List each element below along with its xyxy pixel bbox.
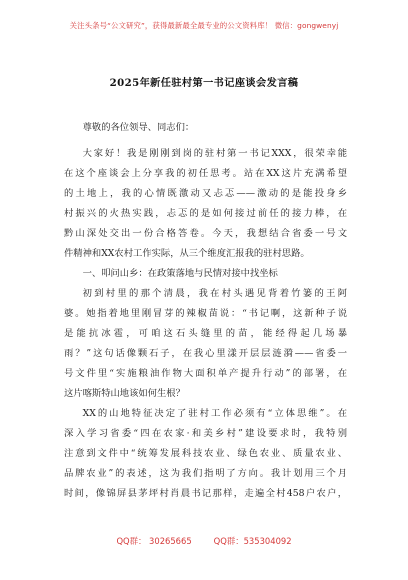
document-title: 2025年新任驻村第一书记座谈会发言稿 — [109, 77, 299, 89]
paragraph-line: XX的山地特征决定了驻村工作必须有“立体思维”。在 — [82, 408, 347, 419]
paragraph-line: 大家好！我是刚刚到岗的驻村第一书记XXX，很荣幸能 — [82, 148, 347, 159]
paragraph-line: 在这个座谈会上分享我的初任思考。站在XX这片充满希望 — [64, 168, 347, 179]
section-heading: 一、叩问山乡：在政策落地与民情对接中找坐标 — [82, 268, 278, 279]
paragraph-line: 初到村里的那个清晨，我在村头遇见背着竹篓的王阿 — [82, 288, 347, 299]
paragraph-line: 的土地上，我的心情既激动又忐忑——激动的是能投身乡 — [64, 188, 347, 199]
promo-banner: 关注头条号“公文研究”，获得最新最全最专业的公文资料库！ 微信：gongwenyj — [69, 21, 339, 30]
paragraph-line: 黔山深处交出一份合格答卷。今天，我想结合省委一号文 — [64, 228, 347, 239]
paragraph-line: 深入学习省委“四在农家·和美乡村”建设要求时，我特别 — [64, 428, 347, 439]
paragraph-line: 婆。她指着地里刚冒芽的辣椒苗说：“书记啊，这新种子说 — [64, 308, 347, 319]
paragraph-line: 这片喀斯特山地该如何生根？ — [64, 388, 185, 399]
paragraph-line: 是能抗冰雹，可咱这石头缝里的苗，能经得起几场暴 — [64, 328, 347, 339]
salutation: 尊敬的各位领导、同志们： — [82, 122, 195, 133]
qq-group-1: QQ群： 30265665 — [116, 536, 192, 546]
paragraph-line: 时间，像锦屏县茅坪村肖晨书记那样，走遍全村458户农户， — [64, 488, 347, 499]
document-body — [64, 118, 347, 504]
paragraph-line: 件精神和XX农村工作实际，从三个维度汇报我的驻村思路。 — [64, 248, 310, 259]
paragraph-line: 村振兴的火热实践，忐忑的是如何接过前任的接力棒，在 — [64, 208, 347, 219]
paragraph-line: 注意到文件中“统筹发展科技农业、绿色农业、质量农业、 — [64, 448, 347, 459]
paragraph-line: 品牌农业”的表述，这为我们指明了方向。我计划用三个月 — [64, 468, 347, 479]
paragraph-line: 号文件里“实施粮油作物大面积单产提升行动”的部署，在 — [64, 368, 347, 379]
qq-group-2: QQ群：535304092 — [213, 536, 292, 546]
paragraph-line: 雨？”这句话像颗石子，在我心里漾开层层涟漪——省委一 — [64, 348, 347, 359]
footer-contact — [0, 535, 408, 547]
